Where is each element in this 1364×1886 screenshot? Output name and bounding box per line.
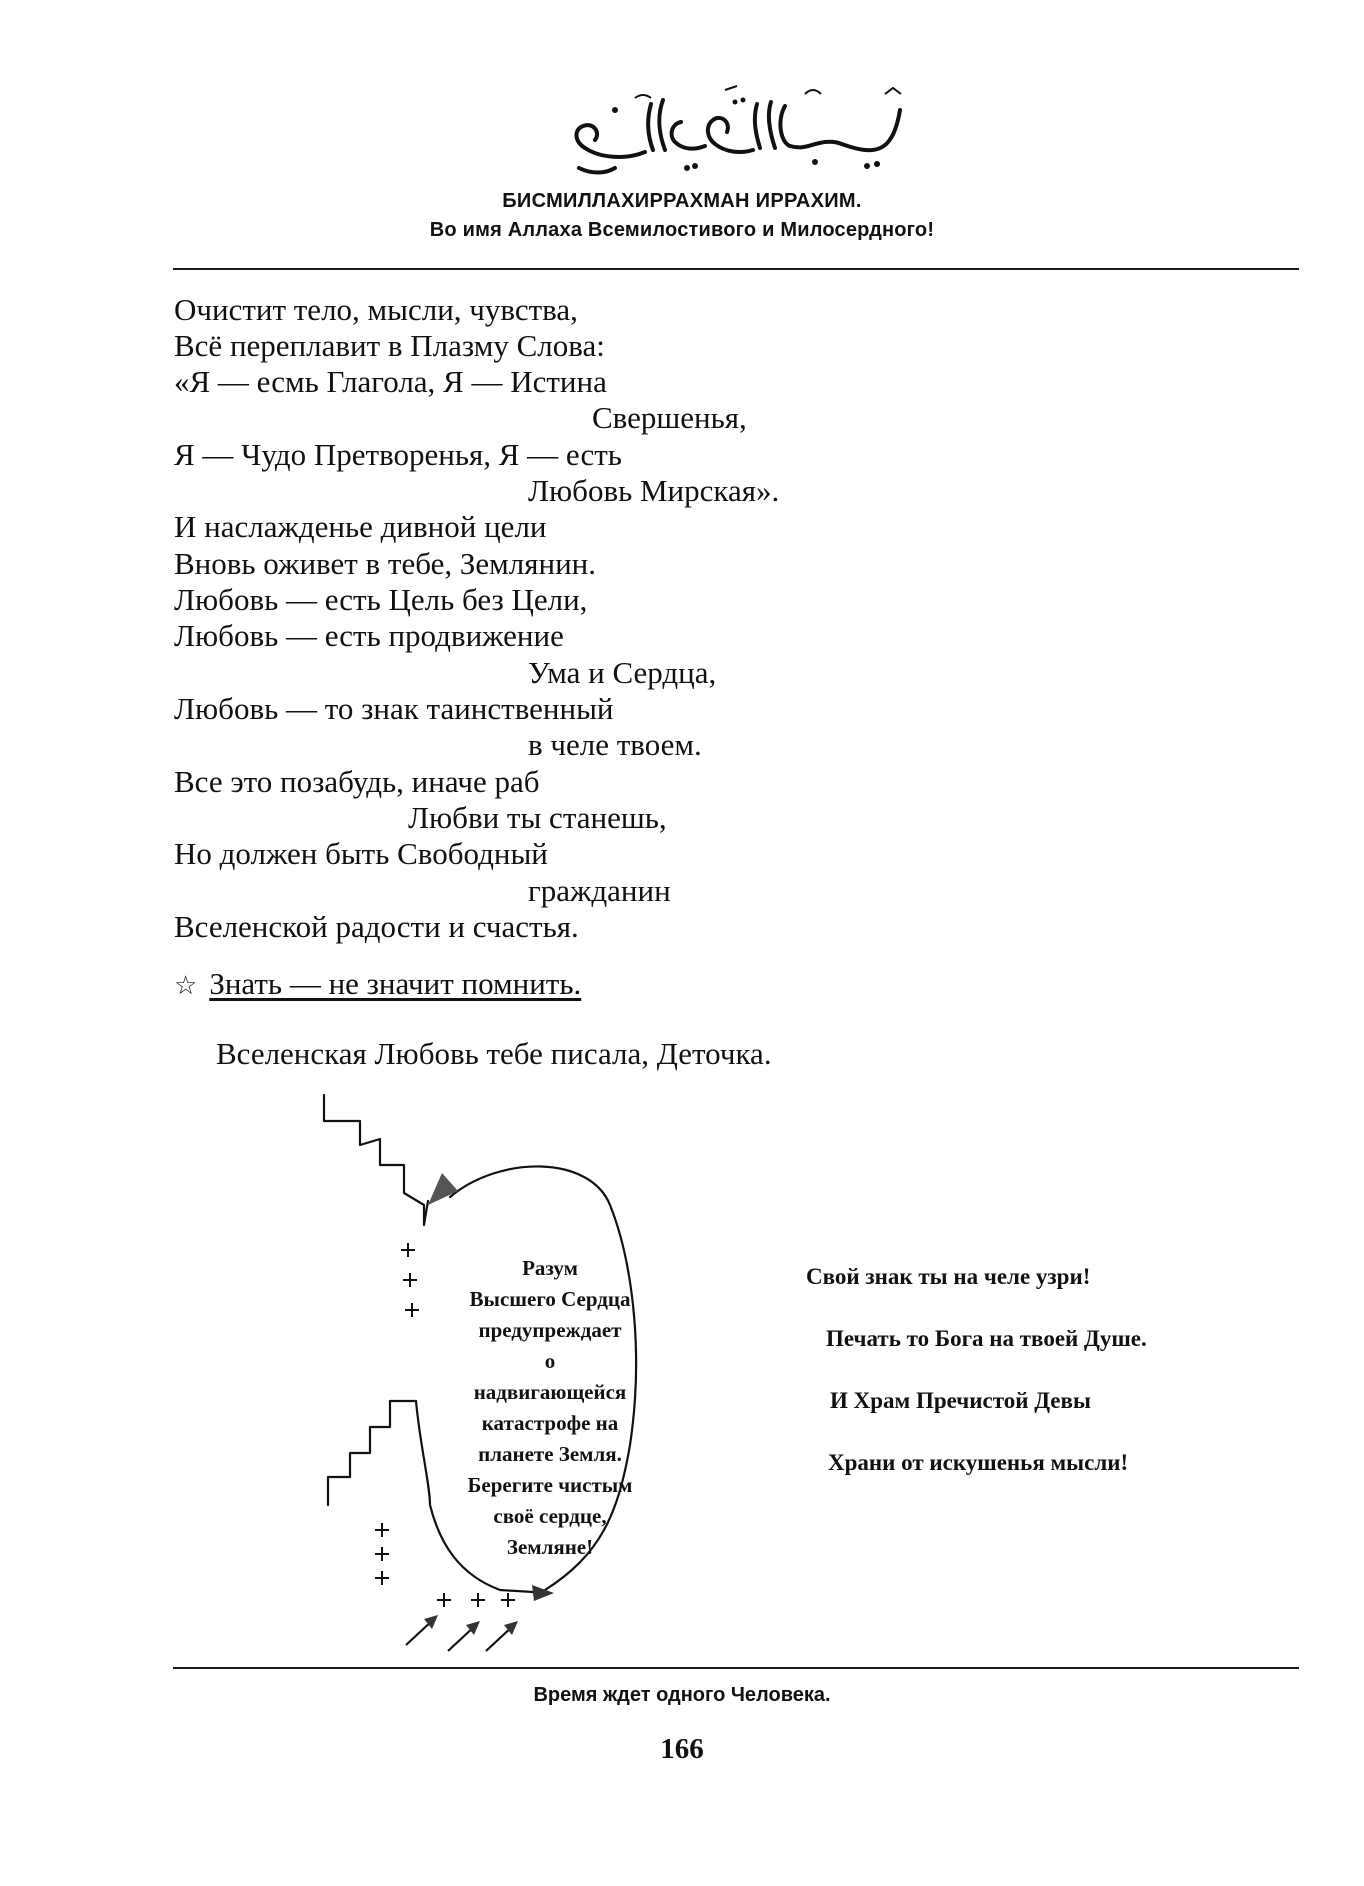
center-line: своё сердце, (493, 1504, 607, 1528)
star-note-text: Знать — не значит помнить. (209, 966, 582, 1001)
center-line: Высшего Сердца (469, 1287, 631, 1311)
arrowhead-top (428, 1173, 458, 1205)
signature: Вселенская Любовь тебе писала, Деточка. (216, 1036, 772, 1071)
poem-line: И наслажденье дивной цели (174, 509, 547, 544)
poem-line: Очистит тело, мысли, чувства, (174, 292, 578, 327)
poem-line: Свершенья, (592, 400, 747, 435)
footer-text: Время ждет одного Человека. (533, 1684, 831, 1706)
page-number: 166 (660, 1733, 704, 1765)
right-line: Свой знак ты на челе узри! (806, 1264, 1091, 1289)
bottom-divider (173, 1667, 1299, 1669)
bismillah-calligraphy (555, 80, 915, 180)
center-line: Берегите чистым (467, 1473, 633, 1497)
poem-line: Я — Чудо Претворенья, Я — есть (174, 437, 622, 472)
center-line: катастрофе на (481, 1411, 619, 1435)
header-title: БИСМИЛЛАХИРРАХМАН ИРРАХИМ. (502, 190, 862, 212)
poem-line: Всё переплавит в Плазму Слова: (174, 328, 605, 363)
poem-line: Ума и Сердца, (528, 655, 717, 690)
header-subtitle: Во имя Аллаха Всемилостивого и Милосердного! (429, 219, 935, 241)
poem-line: Любовь — есть Цель без Цели, (174, 582, 588, 617)
poem-line: Любви ты станешь, (408, 800, 667, 835)
poem-line: Любовь Мирская». (528, 473, 780, 508)
poem-line: «Я — есмь Глагола, Я — Истина (174, 364, 607, 399)
poem-line: гражданин (528, 873, 671, 908)
small-arrows (406, 1619, 514, 1651)
poem-line: в челе твоем. (528, 727, 702, 762)
center-line: о (544, 1349, 556, 1373)
center-line: Разум (522, 1256, 578, 1280)
center-line: планете Земля. (478, 1442, 622, 1466)
right-line: Печать то Бога на твоей Душе. (826, 1326, 1147, 1351)
center-line: Земляне! (506, 1535, 594, 1559)
poem-line: Все это позабудь, иначе раб (174, 764, 540, 799)
poem-line: Вселенской радости и счастья. (174, 909, 579, 944)
star-note (174, 966, 581, 1002)
star-icon: ☆ (174, 971, 198, 1000)
right-line: Храни от искушенья мысли! (828, 1450, 1129, 1475)
poem-line: Любовь — есть продвижение (174, 618, 564, 653)
poem-line: Но должен быть Свободный (174, 836, 548, 871)
poem-line: Вновь оживет в тебе, Землянин. (174, 546, 597, 581)
top-divider (173, 268, 1299, 270)
poem-line: Любовь — то знак таинственный (174, 691, 614, 726)
top-zigzag-line (324, 1095, 428, 1225)
center-line: надвигающейся (473, 1380, 627, 1404)
right-line: И Храм Пречистой Девы (830, 1388, 1091, 1413)
center-line: предупреждает (478, 1318, 622, 1342)
